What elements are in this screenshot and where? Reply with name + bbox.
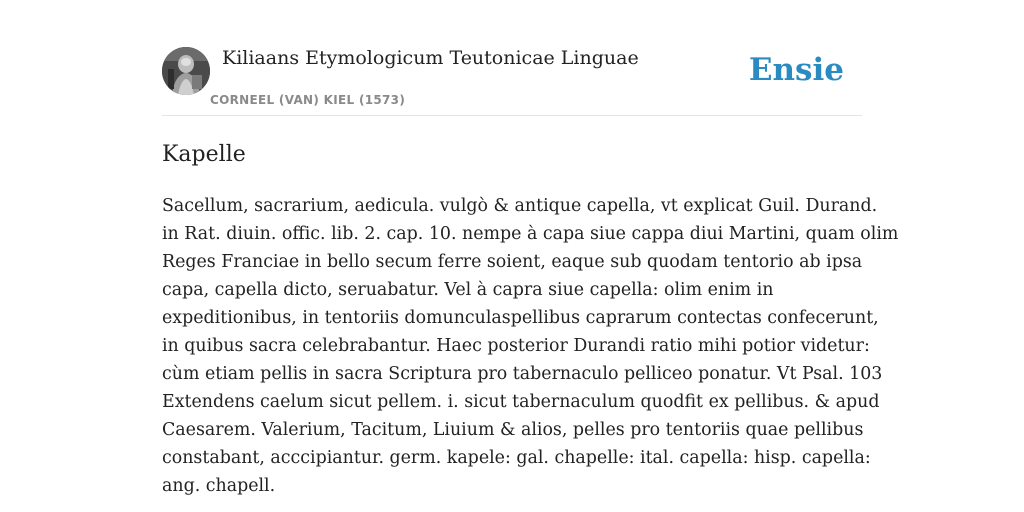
author-avatar[interactable]: [162, 47, 210, 95]
definition-line: Sacellum, sacrarium, aedicula. vulgò & antique capella, vt explicat Guil. Durand.: [162, 196, 878, 216]
definition-line: Reges Franciae in bello secum ferre soient, eaque sub quodam tentorio ab ipsa: [162, 252, 863, 272]
entry-title: Kapelle: [162, 142, 246, 167]
brand-logo[interactable]: Ensie: [748, 52, 844, 88]
header: [162, 46, 862, 116]
definition-line: Caesarem. Valerium, Tacitum, Liuium & alios, pelles pro tentoriis quae pellibus: [162, 420, 864, 440]
definition-line: in Rat. diuin. offic. lib. 2. cap. 10. nempe à capa siue cappa diui Martini, quam olim: [162, 224, 899, 244]
author-name[interactable]: CORNEEL (VAN) KIEL (1573): [210, 93, 406, 107]
definition-line: in quibus sacra celebrabantur. Haec posterior Durandi ratio mihi potior videtur:: [162, 336, 870, 356]
entry-definition: [162, 192, 899, 500]
definition-line: constabant, acccipiantur. germ. kapele: gal. chapelle: ital. capella: hisp. capella:: [162, 448, 871, 468]
book-title[interactable]: Kiliaans Etymologicum Teutonicae Linguae: [222, 47, 639, 69]
definition-line: Extendens caelum sicut pellem. i. sicut tabernaculum quodfit ex pellibus. & apud: [162, 392, 880, 412]
definition-line: ang. chapell.: [162, 476, 276, 496]
definition-line: capa, capella dicto, seruabatur. Vel à capra siue capella: olim enim in: [162, 280, 774, 300]
definition-line: expeditionibus, in tentoriis domunculaspellibus caprarum contectas confecerunt,: [162, 308, 879, 328]
portrait-engraving-icon: [162, 47, 210, 95]
definition-line: cùm etiam pellis in sacra Scriptura pro tabernaculo pelliceo ponatur. Vt Psal. 103: [162, 364, 883, 384]
